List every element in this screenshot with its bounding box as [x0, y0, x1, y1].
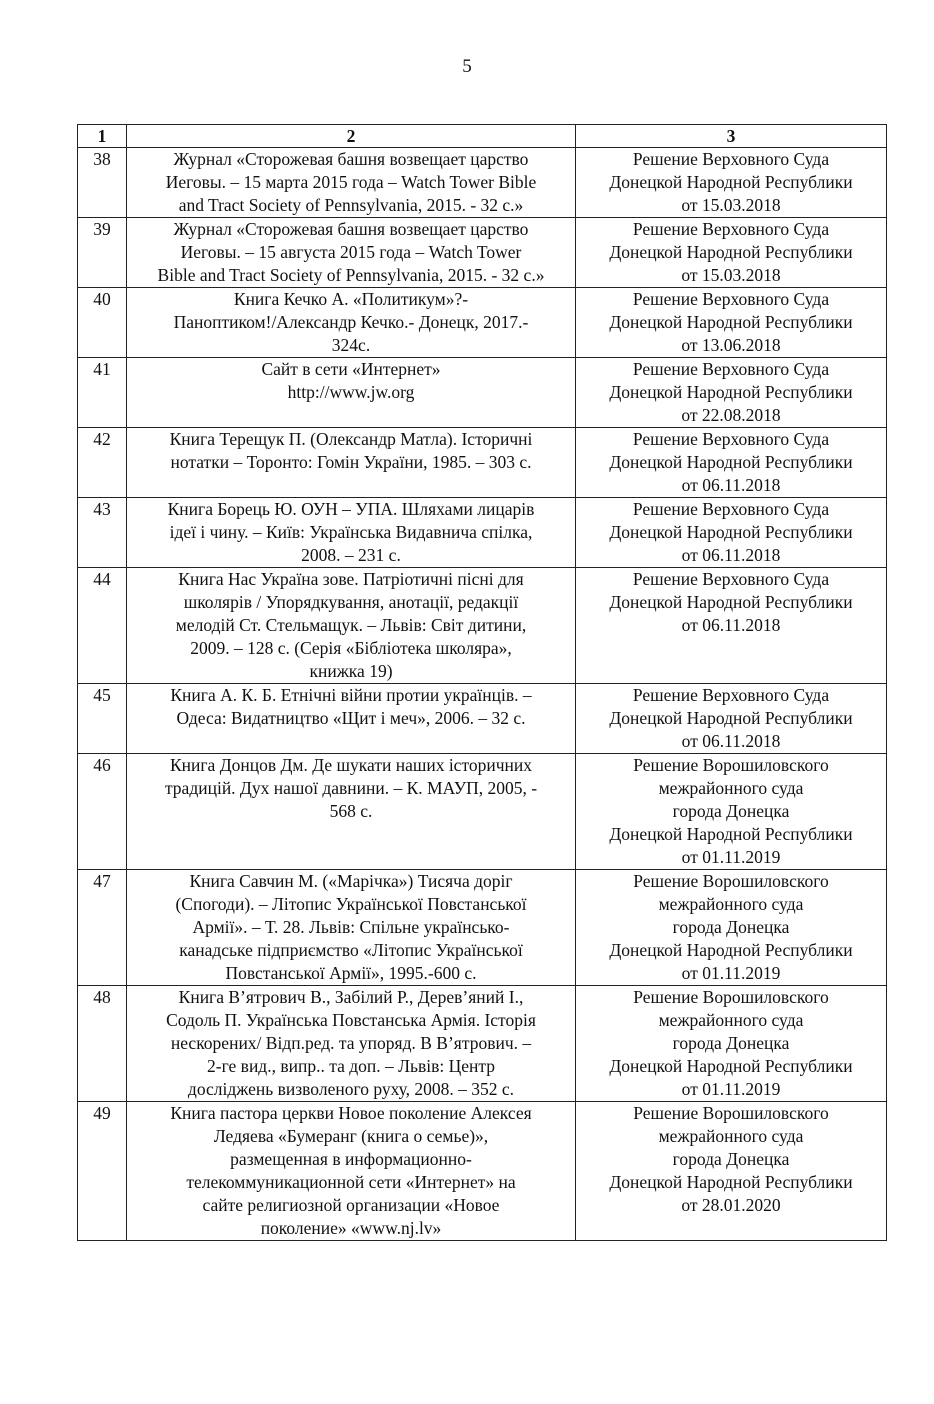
page-number: 5: [462, 56, 472, 77]
table-row: [78, 428, 887, 498]
table-row: [78, 568, 887, 684]
material-description: Журнал «Сторожевая башня возвещает царство Иеговы. – 15 августа 2015 года – Watch Tower Bible and Tract Society of Pennsylvania, 2015. - 32 с.»: [127, 218, 576, 288]
material-description: Книга Борець Ю. ОУН – УПА. Шляхами лицарів ідеї і чину. – Київ: Українська Видавнича спілка, 2008. – 231 с.: [127, 498, 576, 568]
court-decision: Решение Ворошиловского межрайонного суда города Донецка Донецкой Народной Республики от 28.01.2020: [576, 1102, 887, 1241]
row-number: 49: [78, 1102, 127, 1241]
material-description: Книга Кечко А. «Политикум»?- Паноптиком!/Александр Кечко.- Донецк, 2017.- 324с.: [127, 288, 576, 358]
material-description: Книга Терещук П. (Олександр Матла). Історичні нотатки – Торонто: Гомін України, 1985. – 303 с.: [127, 428, 576, 498]
row-number: 41: [78, 358, 127, 428]
material-description: Книга пастора церкви Новое поколение Алексея Ледяева «Бумеранг (книга о семье)», размещенная в информационно- телекоммуникационной сети «Интернет» на сайте религиозной организации «Новое поколение» «www.nj.lv»: [127, 1102, 576, 1241]
column-header-3: 3: [576, 125, 887, 148]
row-number: 47: [78, 870, 127, 986]
column-header-2: 2: [127, 125, 576, 148]
row-number: 46: [78, 754, 127, 870]
court-decision: Решение Верховного Суда Донецкой Народной Республики от 06.11.2018: [576, 498, 887, 568]
court-decision: Решение Ворошиловского межрайонного суда города Донецка Донецкой Народной Республики от 01.11.2019: [576, 754, 887, 870]
table-row: [78, 148, 887, 218]
material-description: Книга Донцов Дм. Де шукати наших історичних традицій. Дух нашої давнини. – К. МАУП, 2005, - 568 с.: [127, 754, 576, 870]
material-description: Книга В’ятрович В., Забілий Р., Дерев’яний І., Содоль П. Українська Повстанська Армія. Історія нескорених/ Відп.ред. та упоряд. В В’ятрович. – 2-ге вид., випр.. та доп. – Львів: Центр досліджень визволеного руху, 2008. – 352 с.: [127, 986, 576, 1102]
row-number: 42: [78, 428, 127, 498]
court-decision: Решение Ворошиловского межрайонного суда города Донецка Донецкой Народной Республики от 01.11.2019: [576, 870, 887, 986]
table-row: [78, 754, 887, 870]
court-decision: Решение Верховного Суда Донецкой Народной Республики от 15.03.2018: [576, 148, 887, 218]
material-description: Книга Савчин М. («Марічка») Тисяча доріг (Спогоди). – Літопис Української Повстанської Армії». – Т. 28. Львів: Спільне українсько- канадське підприємство «Літопис Української Повстанської Армії», 1995.-600 с.: [127, 870, 576, 986]
court-decision: Решение Верховного Суда Донецкой Народной Республики от 15.03.2018: [576, 218, 887, 288]
court-decision: Решение Верховного Суда Донецкой Народной Республики от 13.06.2018: [576, 288, 887, 358]
row-number: 45: [78, 684, 127, 754]
table-row: [78, 218, 887, 288]
court-decision: Решение Верховного Суда Донецкой Народной Республики от 06.11.2018: [576, 428, 887, 498]
row-number: 44: [78, 568, 127, 684]
row-number: 39: [78, 218, 127, 288]
table-row: [78, 684, 887, 754]
row-number: 40: [78, 288, 127, 358]
court-decision: Решение Верховного Суда Донецкой Народной Республики от 06.11.2018: [576, 568, 887, 684]
material-description: Журнал «Сторожевая башня возвещает царство Иеговы. – 15 марта 2015 года – Watch Tower Bible and Tract Society of Pennsylvania, 2015. - 32 с.»: [127, 148, 576, 218]
table-row: [78, 870, 887, 986]
material-description: Сайт в сети «Интернет» http://www.jw.org: [127, 358, 576, 428]
table-row: [78, 498, 887, 568]
court-decision: Решение Ворошиловского межрайонного суда города Донецка Донецкой Народной Республики от 01.11.2019: [576, 986, 887, 1102]
table-row: [78, 358, 887, 428]
material-description: Книга Нас Україна зове. Патріотичні пісні для школярів / Упорядкування, анотації, редакції мелодій Ст. Стельмащук. – Львів: Світ дитини, 2009. – 128 с. (Серія «Бібліотека школяра», книжка 19): [127, 568, 576, 684]
row-number: 38: [78, 148, 127, 218]
table-row: [78, 986, 887, 1102]
court-decision: Решение Верховного Суда Донецкой Народной Республики от 06.11.2018: [576, 684, 887, 754]
column-header-1: 1: [78, 125, 127, 148]
row-number: 43: [78, 498, 127, 568]
table-row: [78, 288, 887, 358]
court-decision: Решение Верховного Суда Донецкой Народной Республики от 22.08.2018: [576, 358, 887, 428]
table-header-row: [78, 125, 887, 148]
table-row: [78, 1102, 887, 1241]
row-number: 48: [78, 986, 127, 1102]
registry-table: [77, 124, 887, 1241]
material-description: Книга А. К. Б. Етнічні війни протии українців. – Одеса: Видатництво «Щит і меч», 2006. – 32 с.: [127, 684, 576, 754]
